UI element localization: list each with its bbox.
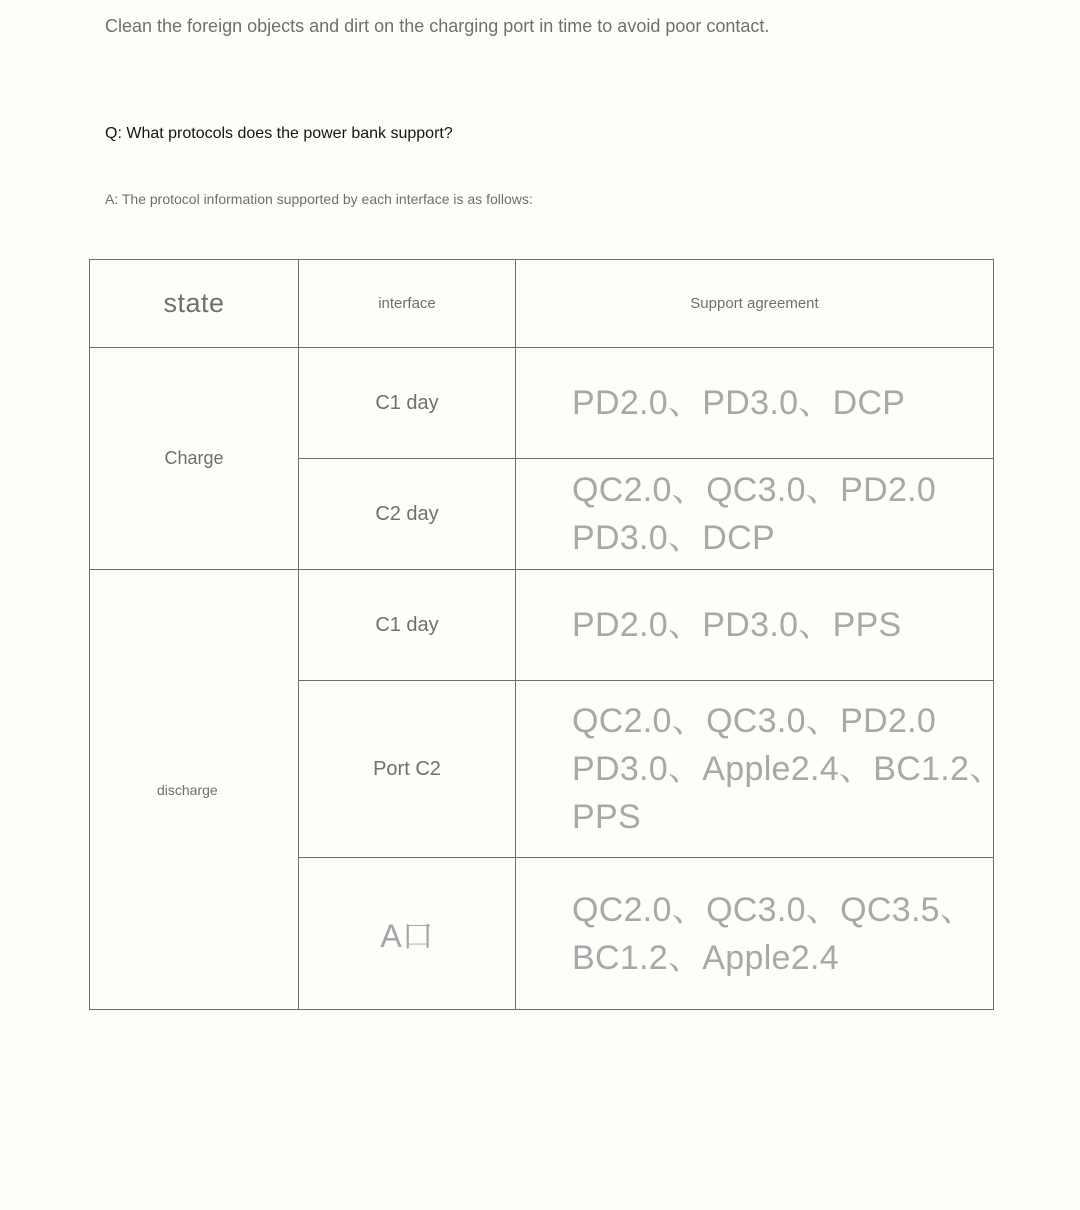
state-discharge: discharge [90, 570, 299, 1010]
protocol-cell [516, 348, 994, 459]
protocol-line: QC2.0、QC3.0、QC3.5、 [572, 890, 975, 929]
interface-cell: A口 [299, 858, 516, 1010]
state-charge: Charge [90, 348, 299, 570]
protocol-table [89, 259, 1004, 1010]
protocol-line: BC1.2、Apple2.4 [572, 938, 839, 977]
header-state: state [90, 260, 299, 348]
protocol-line: QC2.0、QC3.0、PD2.0 [572, 702, 937, 740]
charging-port-tip: Clean the foreign objects and dirt on the charging port in time to avoid poor contact. [105, 16, 770, 36]
table-header-row [90, 260, 994, 348]
protocol-cell [516, 570, 994, 681]
protocol-cell [516, 858, 994, 1010]
table-row [90, 570, 994, 681]
protocol-line: PD3.0、Apple2.4、BC1.2、 [572, 750, 1004, 788]
interface-cell: Port C2 [299, 681, 516, 858]
faq-answer: A: The protocol information supported by each interface is as follows: [105, 191, 533, 207]
protocol-line: QC2.0、QC3.0、PD2.0 [572, 471, 937, 509]
header-interface: interface [299, 260, 516, 348]
interface-cell: C1 day [299, 570, 516, 681]
header-support-agreement: Support agreement [516, 260, 994, 348]
interface-cell: C1 day [299, 348, 516, 459]
protocol-cell [516, 459, 994, 570]
faq-question: Q: What protocols does the power bank support? [105, 125, 453, 142]
interface-cell: C2 day [299, 459, 516, 570]
protocol-line: PD2.0、PD3.0、DCP [572, 384, 906, 422]
protocol-line: PD2.0、PD3.0、PPS [572, 606, 902, 644]
protocol-line: PPS [572, 798, 641, 836]
protocol-line: PD3.0、DCP [572, 519, 775, 557]
table-row [90, 348, 994, 459]
protocol-cell [516, 681, 1004, 858]
